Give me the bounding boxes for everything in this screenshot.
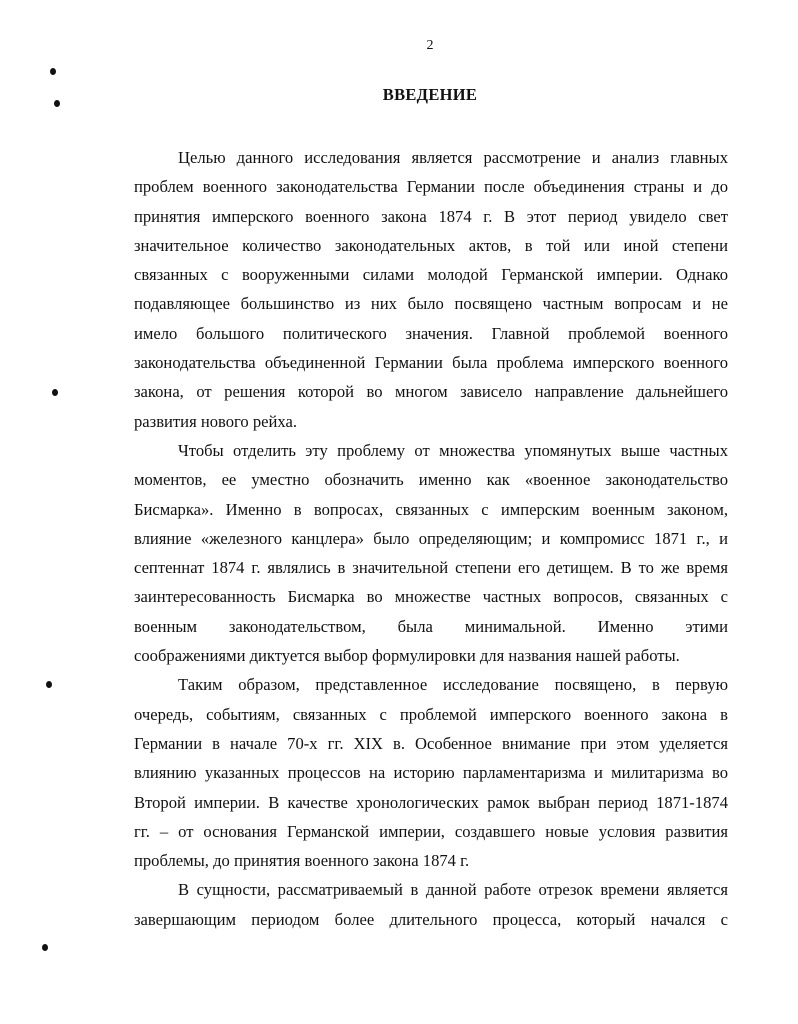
text-line: Бисмарка». Именно в вопросах, связанных с имперским военным законом, — [134, 499, 728, 519]
text-line: законодательства объединенной Германии была проблема имперского военного — [134, 353, 728, 373]
text-line: гг. – от основания Германской империи, создавшего новые условия развития — [134, 821, 728, 841]
margin-dot-mark — [50, 68, 56, 75]
text-line: имело большого политического значения. Главной проблемой военного — [134, 323, 728, 343]
paragraph-4 — [134, 875, 728, 934]
text-line: соображениями диктуется выбор формулировки для названия нашей работы. — [134, 646, 680, 666]
text-line: проблемы, до принятия военного закона 1874 г. — [134, 851, 470, 871]
page-number: 2 — [426, 38, 434, 53]
text-line: развития нового рейха. — [134, 411, 298, 431]
text-line: проблем военного законодательства Германии после объединения страны и до — [134, 177, 728, 197]
text-line: завершающим периодом более длительного процесса, который начался с — [134, 909, 728, 929]
section-heading: ВВЕДЕНИЕ — [382, 85, 478, 104]
text-line: военным законодательством, была минимальной. Именно этими — [134, 616, 728, 636]
paragraph-2 — [134, 436, 728, 670]
paragraph-3 — [134, 670, 728, 875]
paragraph-1 — [134, 143, 728, 436]
margin-dot-mark — [42, 944, 48, 951]
margin-dot-mark — [52, 389, 58, 396]
body-text — [134, 143, 728, 934]
text-line: Чтобы отделить эту проблему от множества упомянутых выше частных — [178, 440, 728, 460]
margin-dot-mark — [46, 681, 52, 688]
text-line: В сущности, рассматриваемый в данной работе отрезок времени является — [178, 880, 728, 900]
text-line: заинтересованность Бисмарка во множестве частных вопросов, связанных с — [134, 587, 728, 607]
text-line: Целью данного исследования является рассмотрение и анализ главных — [178, 148, 728, 167]
text-line: очередь, событиям, связанных с проблемой имперского военного закона в — [134, 704, 728, 724]
text-line: Германии в начале 70-х гг. XIX в. Особенное внимание при этом уделяется — [134, 733, 728, 753]
text-line: септеннат 1874 г. являлись в значительной степени его детищем. В то же время — [134, 558, 728, 578]
text-line: закона, от решения которой во многом зависело направление дальнейшего — [134, 382, 728, 402]
text-line: Таким образом, представленное исследование посвящено, в первую — [178, 675, 728, 695]
text-line: подавляющее большинство из них было посвящено частным вопросам и не — [134, 294, 728, 314]
text-line: принятия имперского военного закона 1874 г. В этот период увидело свет — [134, 206, 728, 226]
text-line: связанных с вооруженными силами молодой Германской империи. Однако — [134, 265, 728, 285]
text-line: значительное количество законодательных актов, в той или иной степени — [134, 235, 728, 255]
text-line: влиянию указанных процессов на историю парламентаризма и милитаризма во — [134, 763, 728, 783]
text-line: моментов, ее уместно обозначить именно как «военное законодательство — [134, 470, 728, 490]
text-line: Второй империи. В качестве хронологических рамок выбран период 1871-1874 — [134, 792, 728, 812]
text-line: влияние «железного канцлера» было определяющим; и компромисс 1871 г., и — [134, 528, 728, 548]
